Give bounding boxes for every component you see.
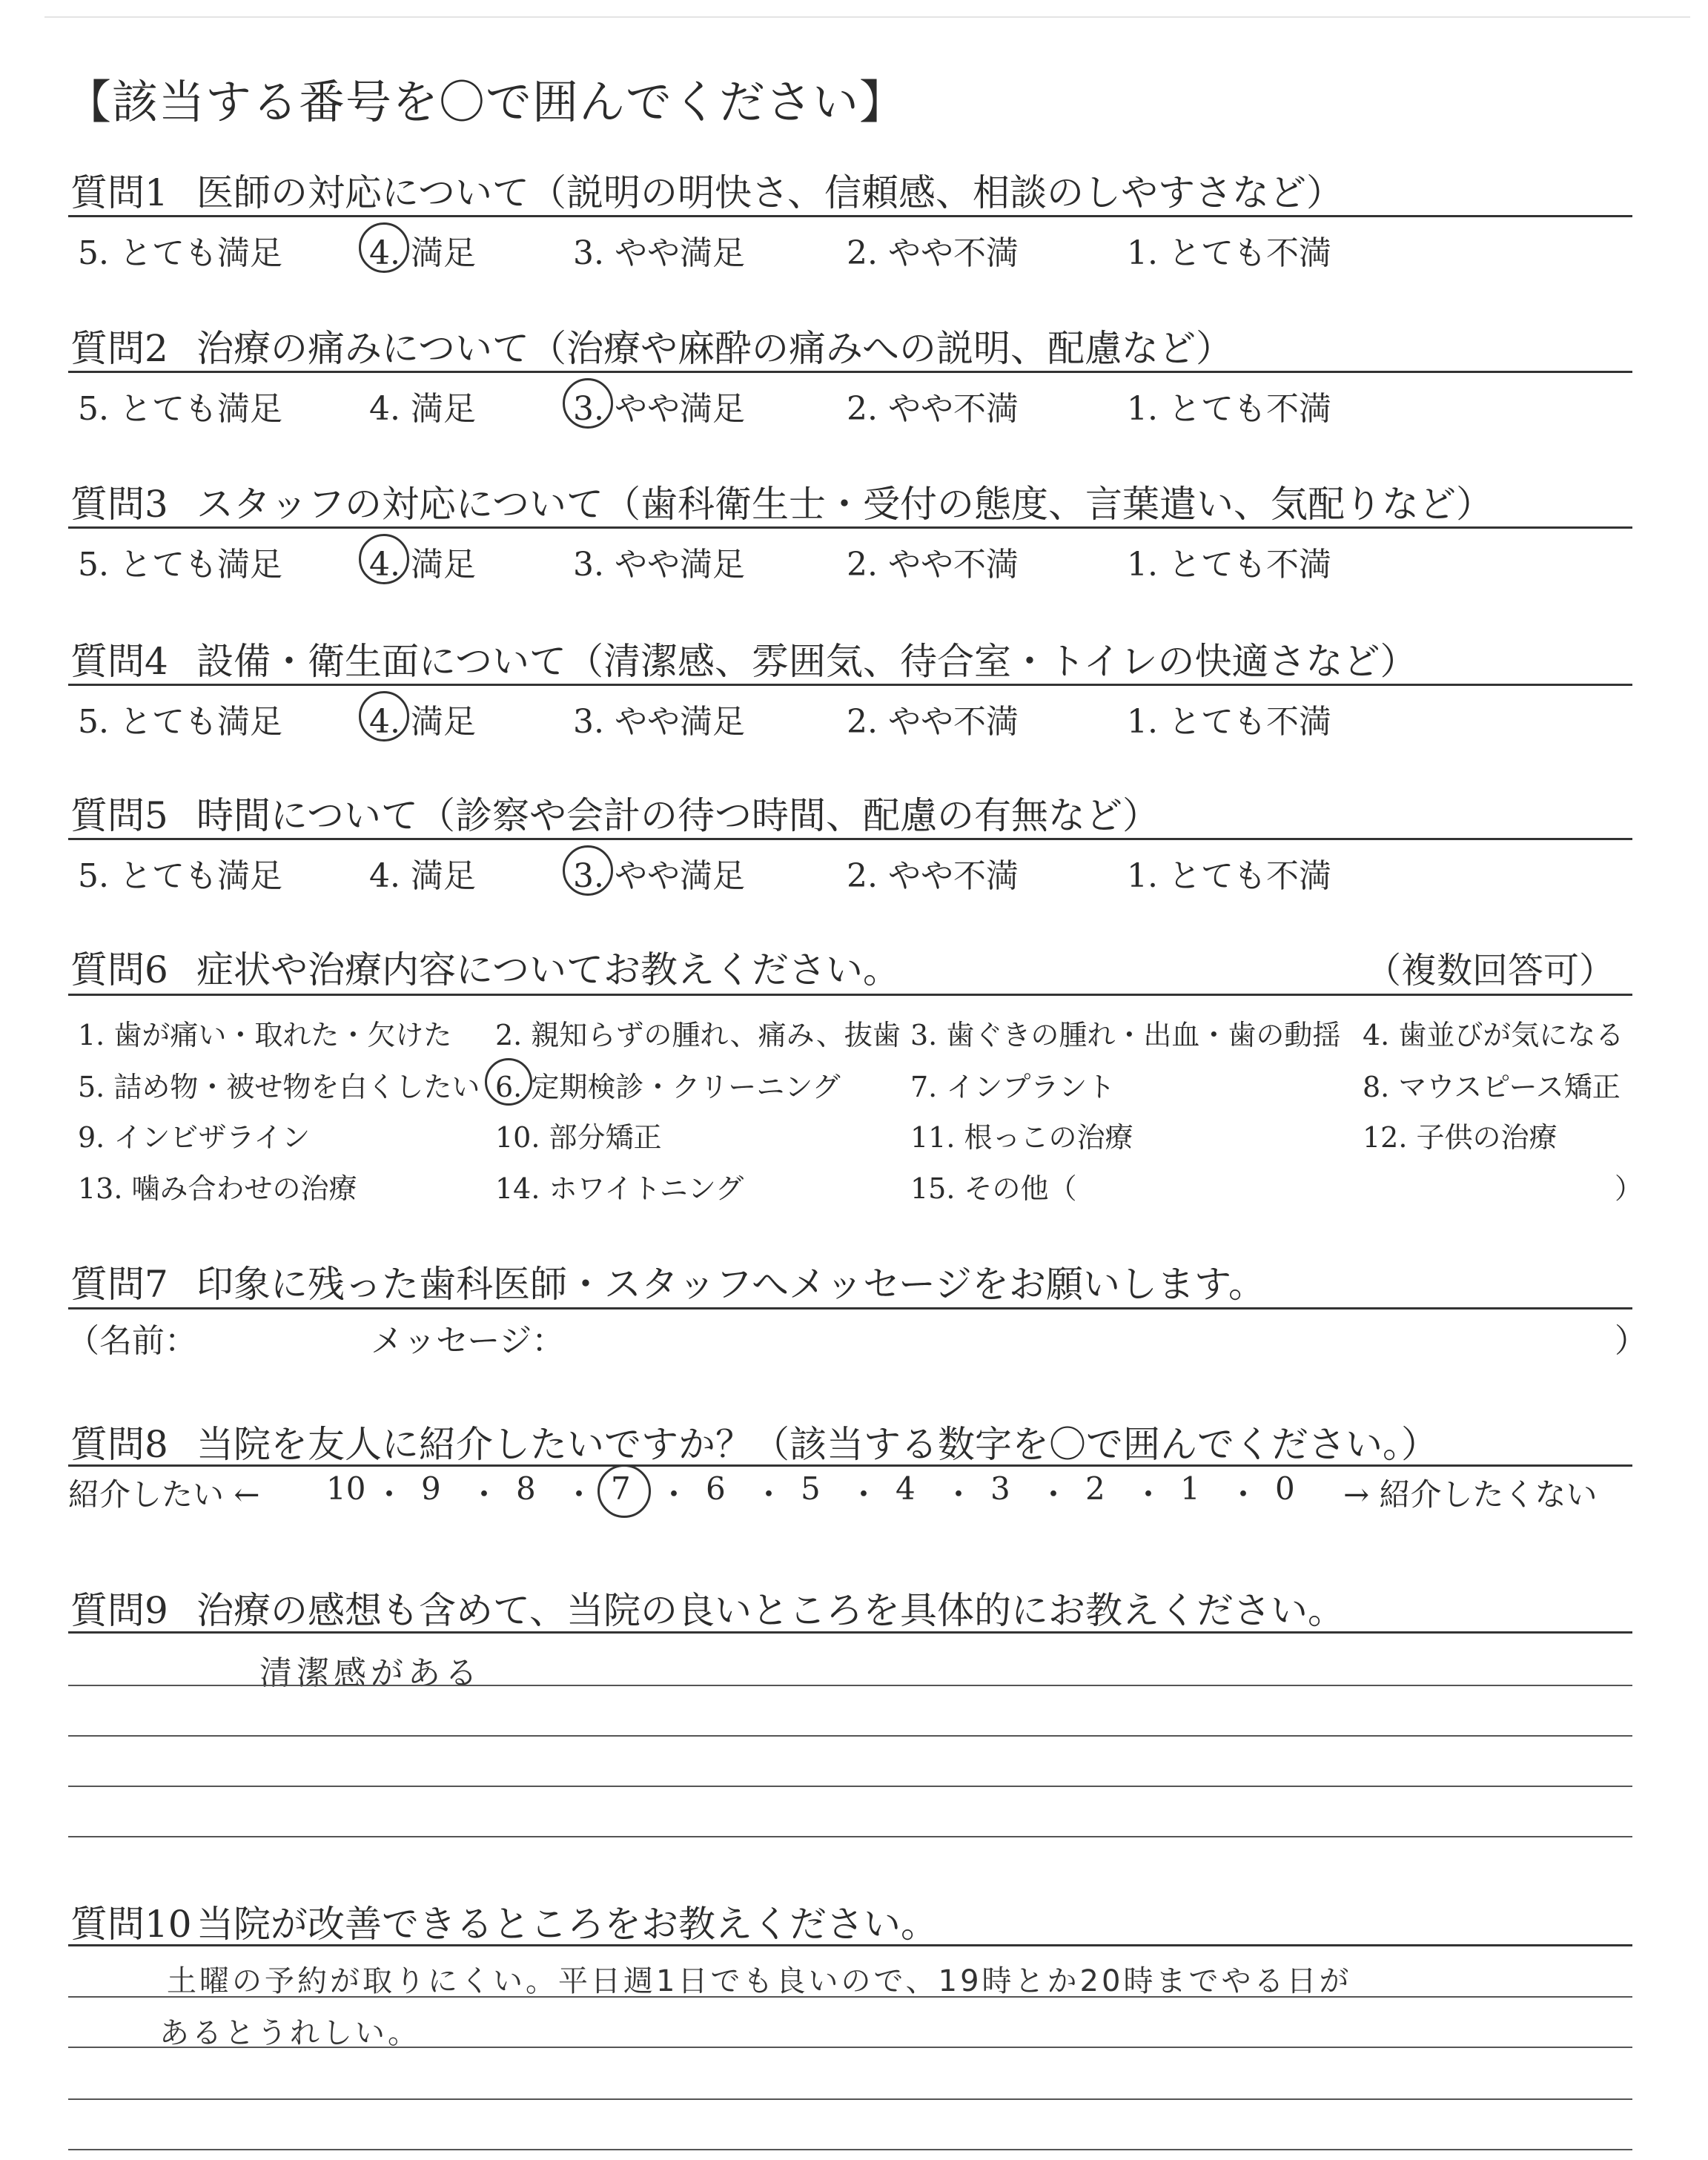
question-text: 医師の対応について（説明の明快さ、信頼感、相談のしやすさなど）	[196, 171, 1343, 214]
question-number: 質問2	[70, 327, 168, 370]
symptom-option[interactable]: 14. ホワイトニング	[495, 1172, 744, 1205]
question-text: 治療の感想も含めて、当院の良いところを具体的にお教えください。	[196, 1589, 1345, 1632]
rating-option[interactable]: 5. とても満足	[78, 546, 282, 584]
question-text: 時間について（診察や会計の待つ時間、配慮の有無など）	[196, 794, 1159, 837]
scale-value[interactable]: 4	[896, 1470, 916, 1507]
question-text: 印象に残った歯科医師・スタッフへメッセージをお願いします。	[196, 1263, 1265, 1306]
question-5-title	[70, 786, 1159, 839]
question-10-underline	[68, 1944, 1632, 1946]
rating-option[interactable]: 1. とても不満	[1127, 857, 1331, 895]
name-label: （名前：	[67, 1322, 197, 1360]
answer-line	[68, 1996, 1632, 1998]
message-label: メッセージ：	[371, 1322, 565, 1360]
symptom-option[interactable]: 15. その他（	[910, 1172, 1077, 1205]
question-3-title	[70, 475, 1493, 528]
symptom-option[interactable]: 10. 部分矯正	[495, 1121, 662, 1154]
rating-option[interactable]: 3. やや満足	[573, 857, 745, 895]
question-9-underline	[68, 1631, 1632, 1634]
question-number: 質問7	[70, 1263, 168, 1306]
scale-value[interactable]: 9	[421, 1470, 441, 1507]
rating-option[interactable]: 4. 満足	[369, 546, 476, 584]
symptom-option[interactable]: 4. 歯並びが気になる	[1363, 1019, 1624, 1051]
selected-circle-mark	[598, 1464, 651, 1518]
scale-value[interactable]: 5	[801, 1470, 821, 1507]
question-number: 質問1	[70, 171, 168, 214]
recommend-left-label: 紹介したい ←	[68, 1476, 260, 1513]
question-7-underline	[68, 1307, 1632, 1309]
scale-value[interactable]: 1	[1180, 1470, 1200, 1507]
rating-option[interactable]: 4. 満足	[369, 703, 476, 741]
scale-separator: ・	[1228, 1476, 1260, 1513]
symptom-option[interactable]: 6. 定期検診・クリーニング	[495, 1071, 841, 1103]
rating-option[interactable]: 2. やや不満	[847, 234, 1019, 272]
answer-line	[68, 2098, 1632, 2100]
selected-circle-mark	[359, 222, 409, 273]
q10-handwritten-answer-line2: あるとうれしい。	[159, 2016, 420, 2050]
scale-separator: ・	[469, 1476, 500, 1513]
question-text: スタッフの対応について（歯科衛生士・受付の態度、言葉遣い、気配りなど）	[196, 483, 1493, 526]
rating-option[interactable]: 3. やや満足	[573, 546, 745, 584]
answer-line	[68, 1685, 1632, 1686]
selected-circle-mark	[359, 691, 409, 742]
symptom-option[interactable]: 12. 子供の治療	[1363, 1121, 1558, 1154]
rating-option[interactable]: 2. やや不満	[847, 390, 1019, 428]
other-close-paren: ）	[1615, 1172, 1644, 1205]
answer-line	[68, 1735, 1632, 1737]
question-1-underline	[68, 215, 1632, 217]
symptom-option[interactable]: 5. 詰め物・被せ物を白くしたい	[78, 1071, 480, 1103]
question-text: 当院が改善できるところをお教えください。	[196, 1903, 938, 1946]
selected-circle-mark	[563, 378, 613, 429]
question-number: 質問5	[70, 794, 168, 837]
scale-separator: ・	[1133, 1476, 1165, 1513]
symptom-option[interactable]: 13. 噛み合わせの治療	[78, 1172, 357, 1205]
scale-separator: ・	[374, 1476, 406, 1513]
question-number: 質問10	[70, 1903, 192, 1946]
rating-option[interactable]: 4. 満足	[369, 390, 476, 428]
question-4-title	[70, 632, 1417, 685]
scale-separator: ・	[658, 1476, 690, 1513]
scale-value[interactable]: 3	[990, 1470, 1010, 1507]
rating-option[interactable]: 5. とても満足	[78, 857, 282, 895]
recommend-right-label: → 紹介したくない	[1343, 1476, 1598, 1513]
question-8-title	[70, 1415, 1438, 1468]
question-text: 当院を友人に紹介したいですか？（該当する数字を〇で囲んでください。）	[196, 1423, 1438, 1466]
question-6-title	[70, 940, 900, 994]
answer-line	[68, 2149, 1632, 2150]
scale-value[interactable]: 6	[706, 1470, 726, 1507]
question-text: 症状や治療内容についてお教えください。	[196, 948, 900, 991]
scale-separator: ・	[753, 1476, 785, 1513]
rating-option[interactable]: 5. とても満足	[78, 703, 282, 741]
rating-option[interactable]: 4. 満足	[369, 857, 476, 895]
q10-handwritten-answer-line1: 土曜の予約が取りにくい。平日週1日でも良いので、19時とか20時までやる日が	[167, 1964, 1352, 1998]
rating-option[interactable]: 1. とても不満	[1127, 703, 1331, 741]
message-close-paren: ）	[1615, 1322, 1647, 1360]
scale-value[interactable]: 0	[1275, 1470, 1295, 1507]
question-10-title	[70, 1895, 938, 1948]
scale-separator: ・	[848, 1476, 880, 1513]
q9-handwritten-answer: 清潔感がある	[259, 1654, 482, 1692]
question-number: 質問3	[70, 483, 168, 526]
answer-line	[68, 2047, 1632, 2048]
question-2-title	[70, 319, 1233, 372]
rating-option[interactable]: 1. とても不満	[1127, 390, 1331, 428]
question-2-underline	[68, 371, 1632, 373]
question-7-title	[70, 1255, 1265, 1308]
question-number: 質問6	[70, 948, 168, 991]
top-edge-line	[44, 16, 1690, 18]
question-5-underline	[68, 838, 1632, 840]
rating-option[interactable]: 2. やや不満	[847, 546, 1019, 584]
rating-option[interactable]: 3. やや満足	[573, 234, 745, 272]
rating-option[interactable]: 4. 満足	[369, 234, 476, 272]
question-number: 質問8	[70, 1423, 168, 1466]
selected-circle-mark	[485, 1058, 532, 1106]
question-number: 質問4	[70, 640, 168, 683]
symptom-option[interactable]: 7. インプラント	[910, 1071, 1116, 1103]
rating-option[interactable]: 1. とても不満	[1127, 546, 1331, 584]
question-4-underline	[68, 684, 1632, 686]
question-1-title	[70, 163, 1343, 217]
scale-separator: ・	[1038, 1476, 1070, 1513]
symptom-option[interactable]: 11. 根っこの治療	[910, 1121, 1133, 1154]
answer-line	[68, 1786, 1632, 1787]
scale-separator: ・	[943, 1476, 975, 1513]
scale-value[interactable]: 8	[516, 1470, 536, 1507]
multiple-answer-note: （複数回答可）	[1366, 950, 1615, 991]
question-8-underline	[68, 1464, 1632, 1467]
scale-value[interactable]: 2	[1085, 1470, 1105, 1507]
symptom-option[interactable]: 8. マウスピース矯正	[1363, 1071, 1621, 1103]
symptom-option[interactable]: 9. インビザライン	[78, 1121, 311, 1154]
rating-option[interactable]: 3. やや満足	[573, 390, 745, 428]
rating-option[interactable]: 3. やや満足	[573, 703, 745, 741]
selected-circle-mark	[359, 534, 409, 584]
question-text: 設備・衛生面について（清潔感、雰囲気、待合室・トイレの快適さなど）	[196, 640, 1417, 683]
page-title: 【該当する番号を〇で囲んでください】	[65, 75, 907, 129]
rating-option[interactable]: 2. やや不満	[847, 857, 1019, 895]
question-text: 治療の痛みについて（治療や麻酔の痛みへの説明、配慮など）	[196, 327, 1233, 370]
question-6-underline	[68, 994, 1632, 996]
scale-value[interactable]: 10	[326, 1470, 366, 1507]
rating-option[interactable]: 2. やや不満	[847, 703, 1019, 741]
question-3-underline	[68, 526, 1632, 529]
question-9-title	[70, 1581, 1345, 1634]
scale-value[interactable]: 7	[611, 1470, 631, 1507]
question-number: 質問9	[70, 1589, 168, 1632]
symptom-option[interactable]: 2. 親知らずの腫れ、痛み、抜歯	[495, 1019, 901, 1051]
rating-option[interactable]: 1. とても不満	[1127, 234, 1331, 272]
symptom-option[interactable]: 3. 歯ぐきの腫れ・出血・歯の動揺	[910, 1019, 1341, 1051]
selected-circle-mark	[563, 845, 613, 896]
scale-separator: ・	[563, 1476, 595, 1513]
rating-option[interactable]: 5. とても満足	[78, 234, 282, 272]
rating-option[interactable]: 5. とても満足	[78, 390, 282, 428]
symptom-option[interactable]: 1. 歯が痛い・取れた・欠けた	[78, 1019, 452, 1051]
answer-line	[68, 1836, 1632, 1837]
